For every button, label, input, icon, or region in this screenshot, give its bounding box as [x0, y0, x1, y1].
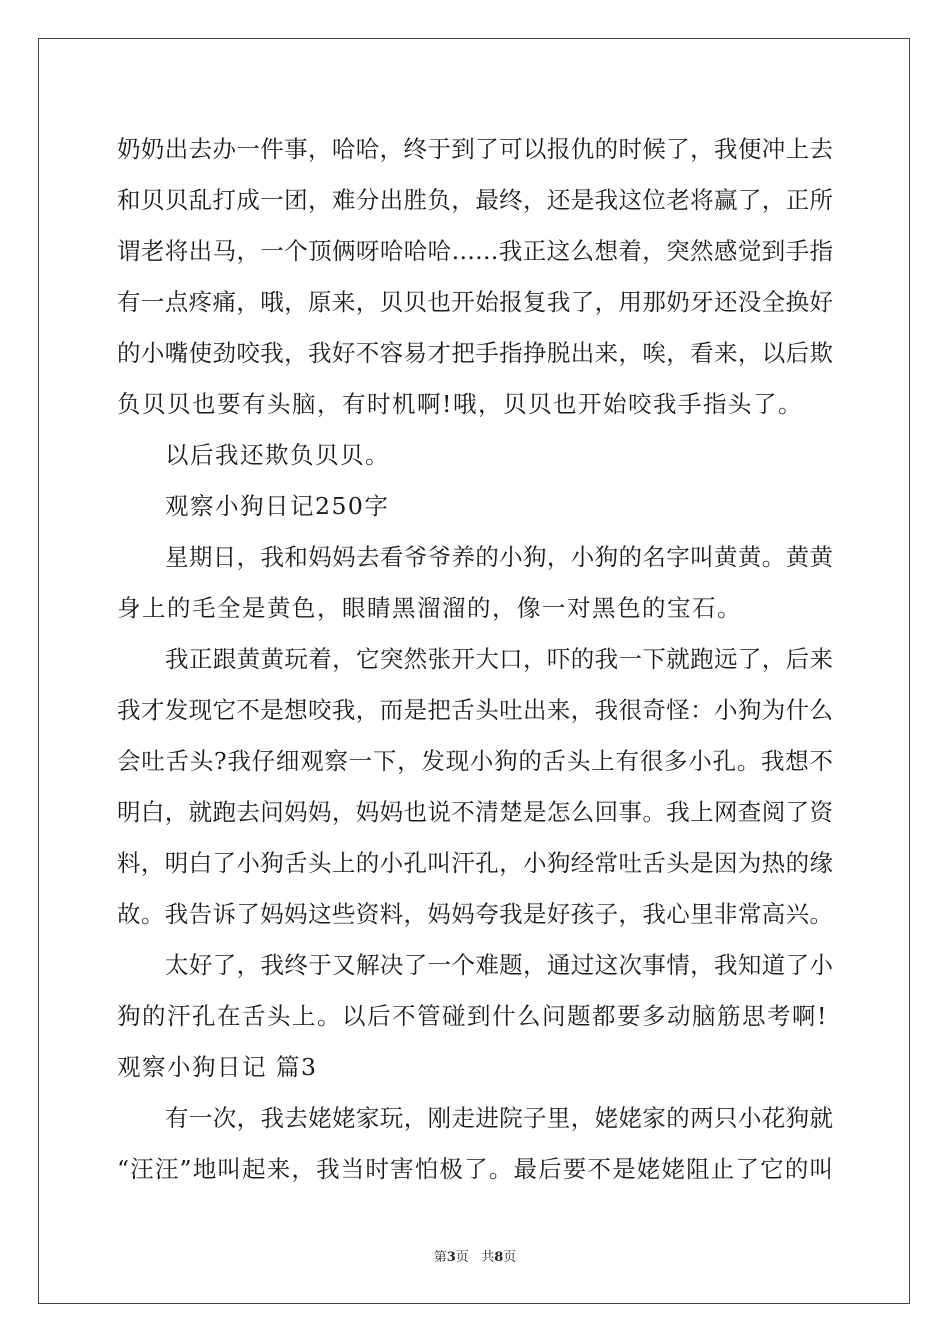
text-line: 奶奶出去办一件事，哈哈，终于到了可以报仇的时候了，我便冲上去 [117, 135, 833, 163]
text-line: 故。我告诉了妈妈这些资料，妈妈夸我是好孩子，我心里非常高兴。 [117, 900, 833, 928]
text-line: 有一点疼痛，哦，原来，贝贝也开始报复我了，用那奶牙还没全换好 [117, 288, 833, 316]
section-heading: 观察小狗日记 篇3 [117, 1053, 318, 1081]
section-title: 观察小狗日记250字 [165, 492, 390, 520]
text-line: 负贝贝也要有头脑，有时机啊!哦，贝贝也开始咬我手指头了。 [117, 390, 803, 418]
footer-total-prefix: 共 [481, 1250, 495, 1265]
text-line: 会吐舌头?我仔细观察一下，发现小狗的舌头上有很多小孔。我想不 [117, 747, 833, 775]
text-line: 以后我还欺负贝贝。 [165, 441, 390, 469]
text-line: 我才发现它不是想咬我，而是把舌头吐出来，我很奇怪：小狗为什么 [117, 696, 833, 724]
text-line: 的小嘴使劲咬我，我好不容易才把手指挣脱出来，唉，看来，以后欺 [117, 339, 833, 367]
current-page-number: 3 [446, 1250, 456, 1265]
total-pages-number: 8 [494, 1250, 504, 1265]
footer-prefix: 第 [433, 1250, 447, 1265]
text-line: 星期日，我和妈妈去看爷爷养的小狗，小狗的名字叫黄黄。黄黄 [165, 543, 833, 571]
text-line: 和贝贝乱打成一团，难分出胜负，最终，还是我这位老将赢了，正所 [117, 186, 833, 214]
text-line: “汪汪”地叫起来，我当时害怕极了。最后要不是姥姥阻止了它的叫 [117, 1155, 833, 1183]
text-line: 我正跟黄黄玩着，它突然张开大口，吓的我一下就跑远了，后来 [165, 645, 833, 673]
text-line: 有一次，我去姥姥家玩，刚走进院子里，姥姥家的两只小花狗就 [165, 1104, 833, 1132]
text-line: 料，明白了小狗舌头上的小孔叫汗孔，小狗经常吐舌头是因为热的缘 [117, 849, 833, 877]
document-body [117, 124, 833, 1195]
page-footer [0, 1246, 950, 1265]
footer-total-label: 页 [503, 1250, 517, 1265]
text-line: 太好了，我终于又解决了一个难题，通过这次事情，我知道了小 [165, 951, 833, 979]
text-line: 狗的汗孔在舌头上。以后不管碰到什么问题都要多动脑筋思考啊! [117, 1002, 828, 1030]
text-line: 身上的毛全是黄色，眼睛黑溜溜的，像一对黑色的宝石。 [117, 594, 742, 622]
footer-page-label: 页 [455, 1250, 469, 1265]
text-line: 谓老将出马，一个顶俩呀哈哈哈……我正这么想着，突然感觉到手指 [117, 237, 833, 265]
text-line: 明白，就跑去问妈妈，妈妈也说不清楚是怎么回事。我上网查阅了资 [117, 798, 833, 826]
